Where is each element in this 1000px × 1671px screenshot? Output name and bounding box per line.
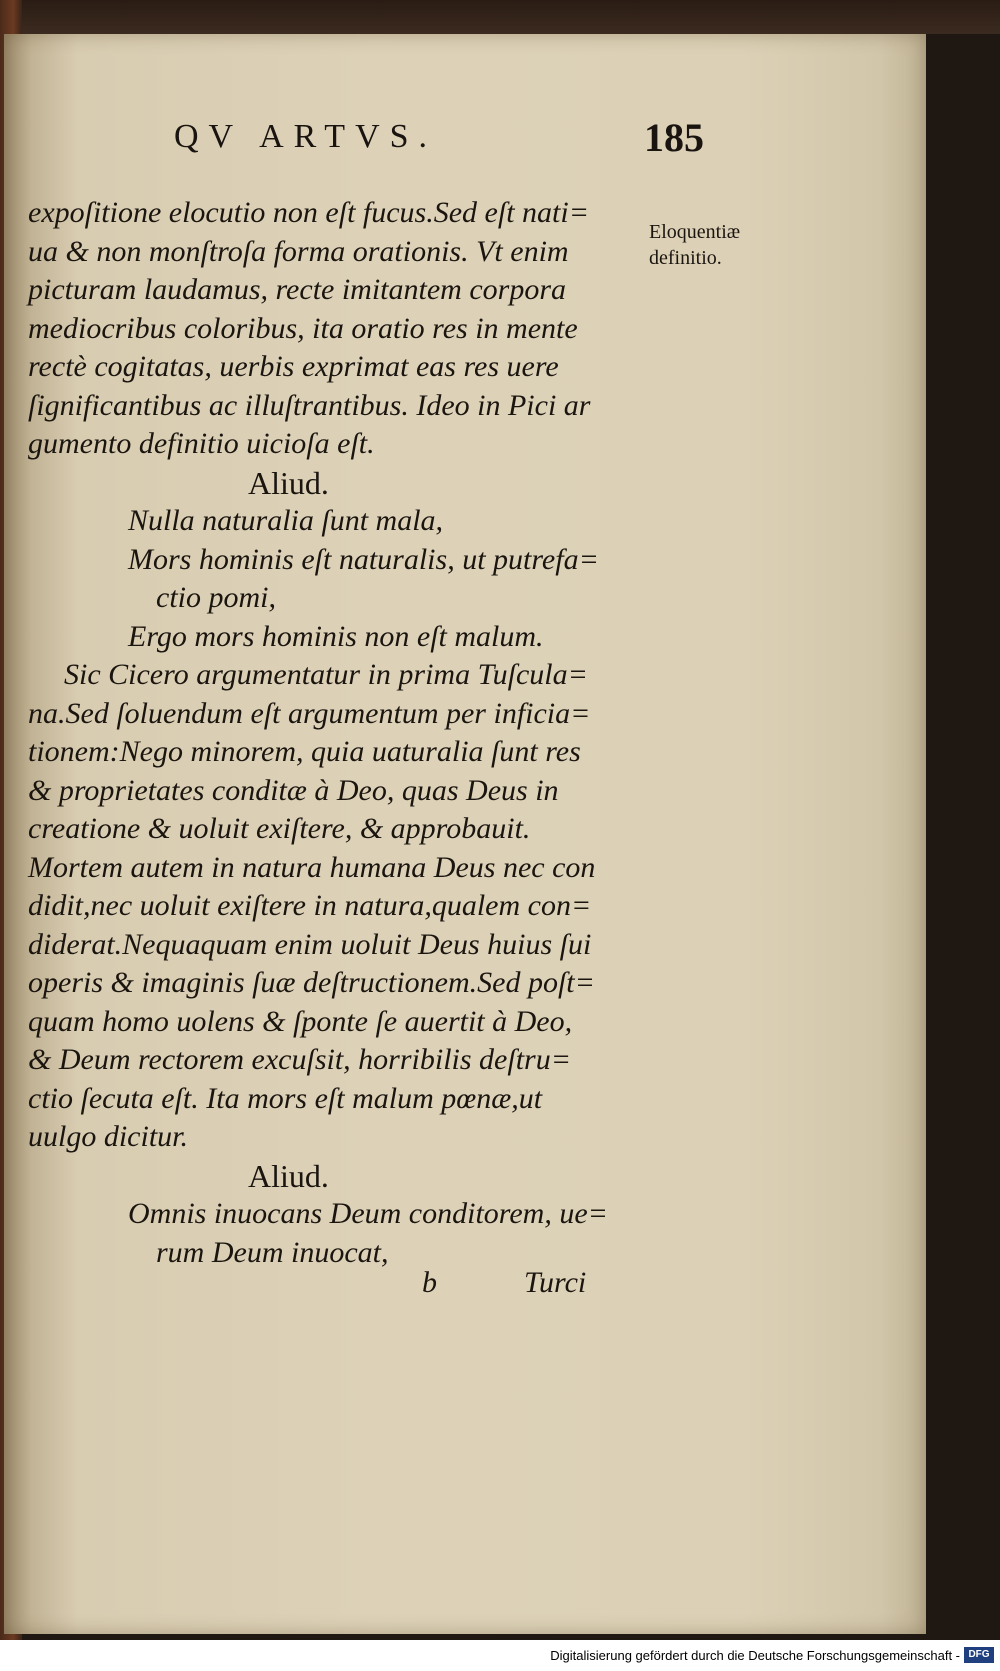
text-line: mediocribus coloribus, ita oratio res in mente (28, 311, 578, 345)
margin-note-line-2: definitio. (649, 247, 722, 269)
text-line: uulgo dicitur. (28, 1120, 189, 1153)
text-line: diderat.Nequaquam enim uoluit Deus huius ſui (28, 927, 592, 961)
page-header (164, 112, 724, 164)
text-line: Ergo mors hominis non eſt malum. (128, 619, 544, 653)
book-board-top (0, 0, 1000, 34)
text-line: didit,nec uoluit exiſtere in natura,qualem con= (28, 889, 592, 922)
text-line: ctio pomi, (156, 581, 276, 614)
text-line: & Deum rectorem excuſsit, horribilis deſtru= (28, 1043, 571, 1076)
text-line: tionem:Nego minorem, quia uaturalia ſunt res (28, 735, 581, 768)
text-line: rum Deum inuocat, (156, 1235, 389, 1269)
running-head: QV ARTVS. (174, 118, 438, 155)
text-line: Nulla naturalia ſunt mala, (128, 504, 444, 537)
text-line: expoſitione elocutio non eſt fucus.Sed eſt nati= (28, 196, 589, 229)
dfg-logo: DFG (964, 1647, 994, 1663)
signature-mark: b (422, 1266, 437, 1299)
page-number: 185 (644, 115, 704, 160)
text-line: & proprietates conditæ à Deo, quas Deus in (28, 773, 559, 807)
text-line: creatione & uoluit exiſtere, & approbauit. (28, 812, 531, 845)
text-line: na.Sed ſoluendum eſt argumentum per inficia= (28, 696, 591, 730)
text-line: quam homo uolens & ſponte ſe auertit à Deo, (28, 1004, 573, 1038)
text-line: Mortem autem in natura humana Deus nec con (28, 850, 596, 884)
book-page (4, 34, 926, 1634)
text-line: ctio ſecuta eſt. Ita mors eſt malum pœnæ,ut (28, 1081, 543, 1115)
section-heading: Aliud. (248, 464, 329, 501)
catchword: Turci (524, 1266, 587, 1299)
text-line: ua & non monſtroſa forma orationis. Vt enim (28, 234, 569, 268)
text-line: gumento definitio uicioſa eſt. (28, 427, 375, 460)
text-line: Sic Cicero argumentatur in prima Tuſcula= (64, 658, 588, 691)
digitization-footer (0, 1640, 1000, 1671)
text-line: Mors hominis eſt naturalis, ut putrefa= (128, 542, 599, 576)
body-text (28, 194, 638, 1272)
margin-note (649, 219, 769, 271)
section-heading: Aliud. (248, 1157, 329, 1194)
text-line: ſignificantibus ac illuſtrantibus. Ideo in Pici ar (28, 388, 591, 422)
text-line: Omnis inuocans Deum conditorem, ue= (128, 1197, 608, 1230)
text-line: operis & imaginis ſuæ deſtructionem.Sed poſt= (28, 966, 595, 999)
text-line: picturam laudamus, recte imitantem corpora (28, 273, 566, 306)
margin-note-line-1: Eloquentiæ (649, 221, 741, 243)
text-line: rectè cogitatas, uerbis exprimat eas res uere (28, 350, 559, 383)
footer-credit: Digitalisierung gefördert durch die Deutsche Forschungsgemeinschaft - (550, 1648, 960, 1663)
